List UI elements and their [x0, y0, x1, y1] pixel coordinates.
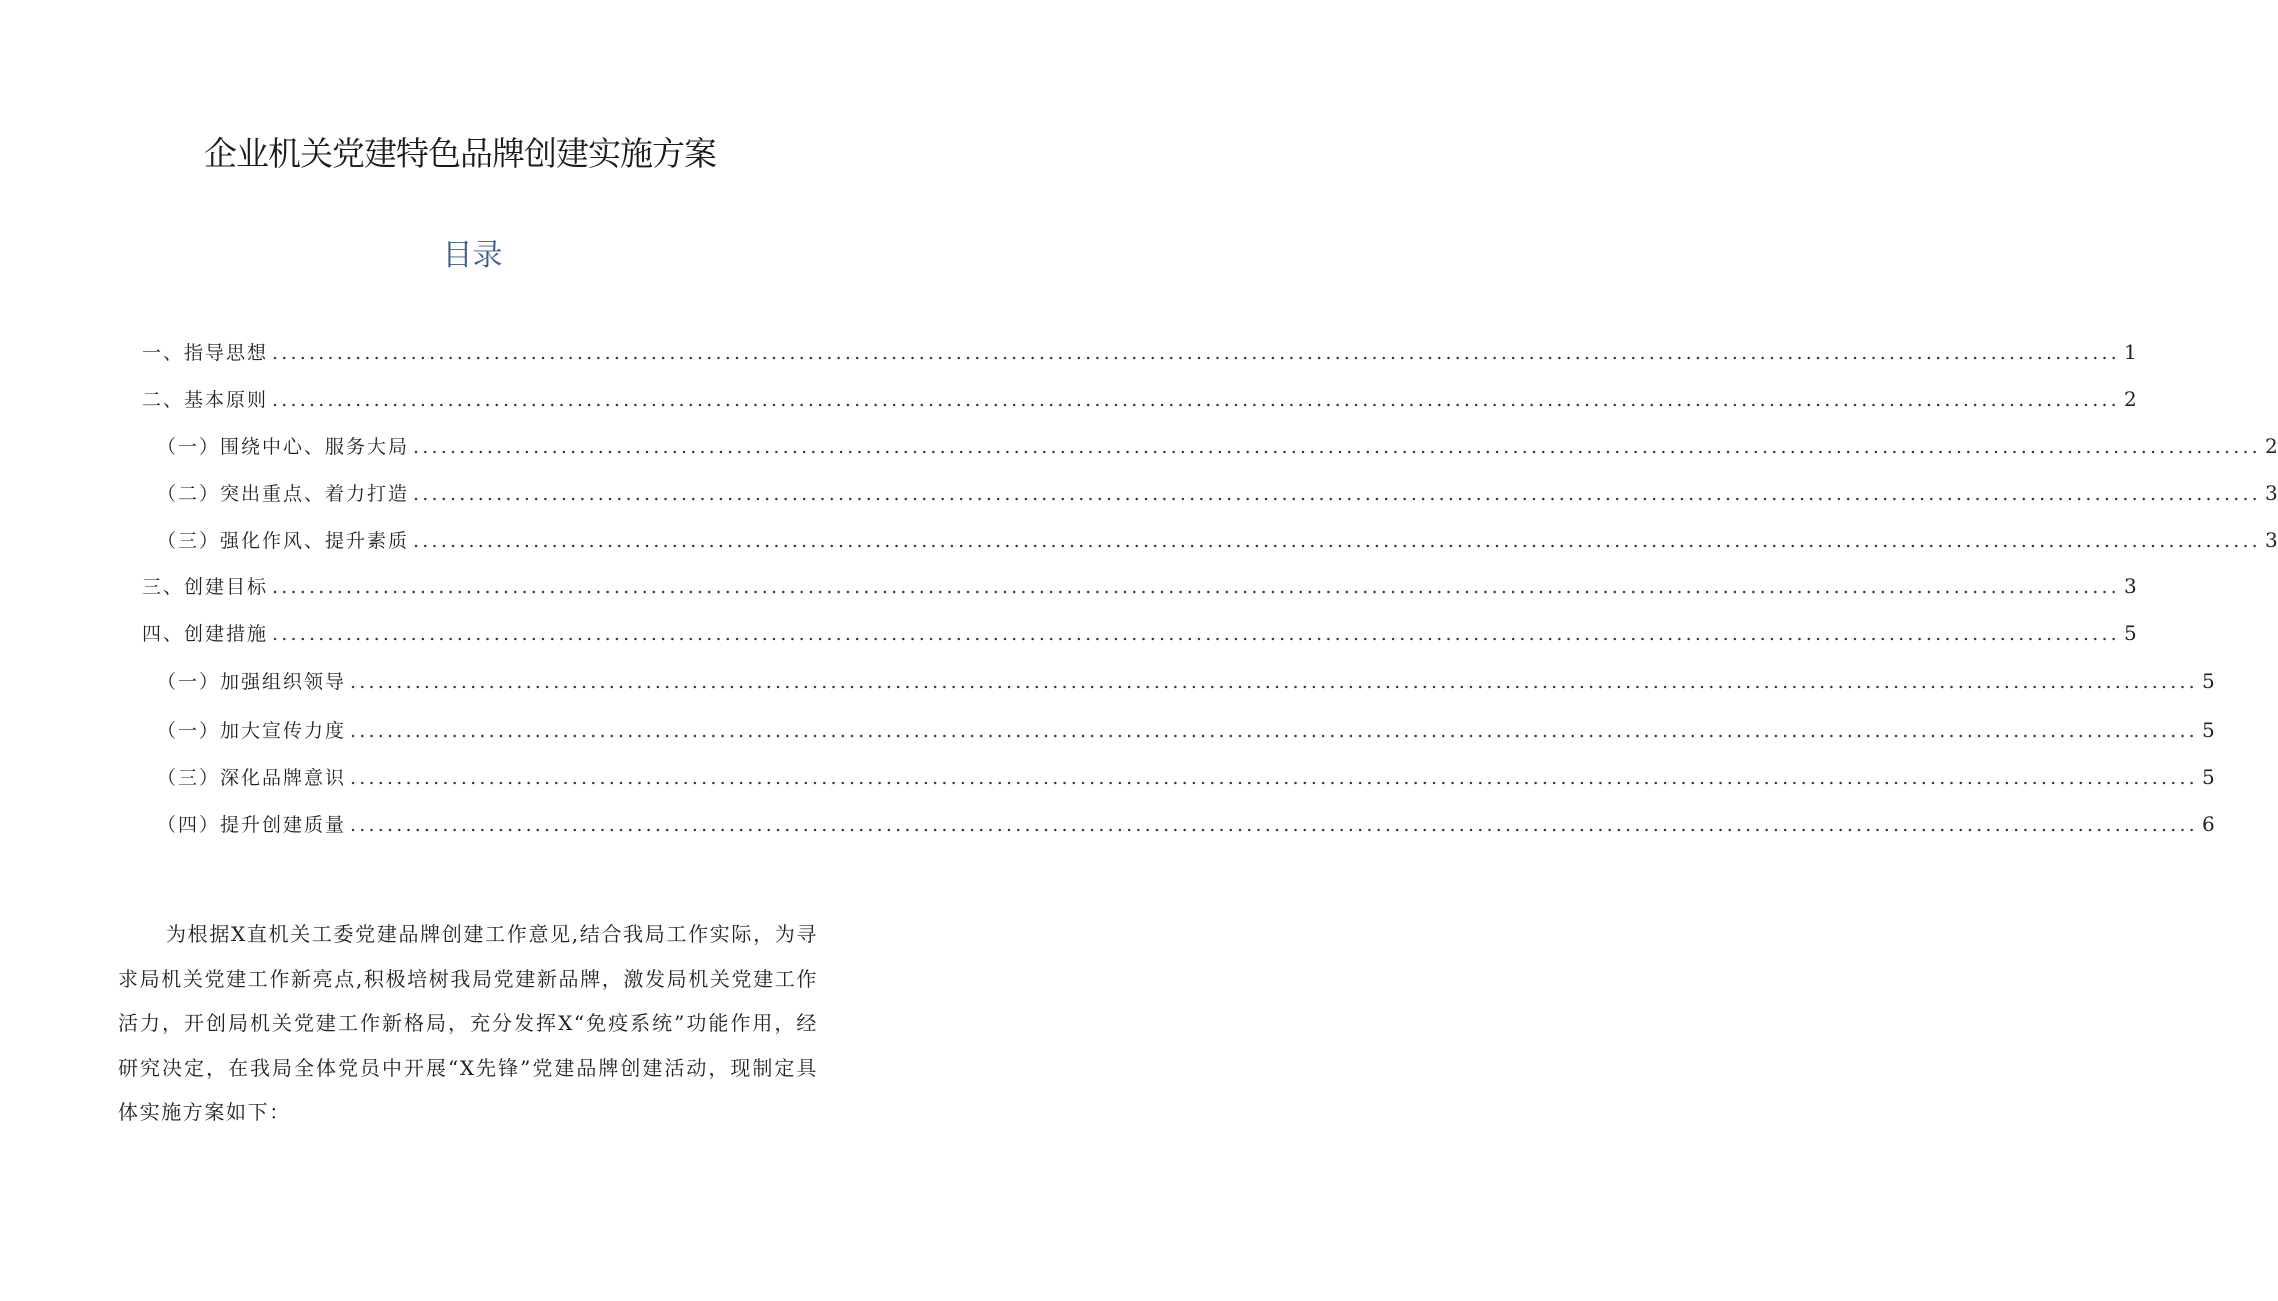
toc-entry[interactable] [157, 716, 2215, 746]
toc-entry[interactable] [157, 763, 2215, 793]
toc-entry-label: （一）加强组织领导 [157, 671, 347, 693]
toc-heading: 目录 [442, 238, 503, 273]
toc-entry-page-number: 2 [2123, 387, 2137, 411]
toc-entry-label: 一、指导思想 [142, 342, 269, 364]
toc-entry[interactable] [157, 667, 2215, 697]
toc-entry-label: （一）加大宣传力度 [157, 720, 347, 742]
toc-entry[interactable] [157, 526, 2278, 556]
toc-dot-leader: ........................................................................................................................................................................................................ [350, 671, 2198, 693]
toc-entry-page-number: 5 [2201, 765, 2215, 789]
toc-dot-leader: ........................................................................................................................................................................................................ [272, 623, 2120, 645]
toc-entry-page-number: 6 [2201, 812, 2215, 836]
toc-entry-label: （三）强化作风、提升素质 [157, 530, 410, 552]
toc-entry-label: （二）突出重点、着力打造 [157, 483, 410, 505]
toc-entry-label: 四、创建措施 [142, 623, 269, 645]
toc-entry-label: （一）围绕中心、服务大局 [157, 436, 410, 458]
toc-dot-leader: ........................................................................................................................................................................................................ [350, 814, 2198, 836]
toc-entry[interactable] [142, 572, 2137, 602]
toc-entry-page-number: 5 [2123, 621, 2137, 645]
toc-entry-page-number: 3 [2264, 528, 2278, 552]
toc-dot-leader: ........................................................................................................................................................................................................ [413, 530, 2261, 552]
toc-entry[interactable] [142, 385, 2137, 415]
toc-entry-page-number: 2 [2264, 434, 2278, 458]
toc-entry-page-number: 5 [2201, 718, 2215, 742]
toc-dot-leader: ........................................................................................................................................................................................................ [350, 767, 2198, 789]
toc-dot-leader: ........................................................................................................................................................................................................ [350, 720, 2198, 742]
toc-dot-leader: ........................................................................................................................................................................................................ [272, 389, 2120, 411]
document-title: 企业机关党建特色品牌创建实施方案 [204, 134, 716, 173]
toc-dot-leader: ........................................................................................................................................................................................................ [272, 576, 2120, 598]
toc-entry-page-number: 5 [2201, 669, 2215, 693]
toc-dot-leader: ........................................................................................................................................................................................................ [413, 483, 2261, 505]
toc-entry[interactable] [142, 338, 2137, 368]
toc-dot-leader: ........................................................................................................................................................................................................ [413, 436, 2261, 458]
toc-entry[interactable] [142, 619, 2137, 649]
toc-entry-label: （四）提升创建质量 [157, 814, 347, 836]
toc-dot-leader: ........................................................................................................................................................................................................ [272, 342, 2120, 364]
toc-entry-page-number: 1 [2123, 340, 2137, 364]
toc-entry[interactable] [157, 810, 2215, 840]
toc-entry-page-number: 3 [2123, 574, 2137, 598]
toc-entry[interactable] [157, 432, 2278, 462]
toc-entry-label: 二、基本原则 [142, 389, 269, 411]
toc-entry-label: （三）深化品牌意识 [157, 767, 347, 789]
toc-entry-page-number: 3 [2264, 481, 2278, 505]
body-paragraph: 为根据X直机关工委党建品牌创建工作意见,结合我局工作实际，为寻求局机关党建工作新亮点,积极培树我局党建新品牌，激发局机关党建工作活力，开创局机关党建工作新格局，充分发挥X“免疫系统”功能作用，经研究决定，在我局全体党员中开展“X先锋”党建品牌创建活动，现制定具体实施方案如下： [118, 922, 818, 1124]
toc-entry-label: 三、创建目标 [142, 576, 269, 598]
toc-entry[interactable] [157, 479, 2278, 509]
